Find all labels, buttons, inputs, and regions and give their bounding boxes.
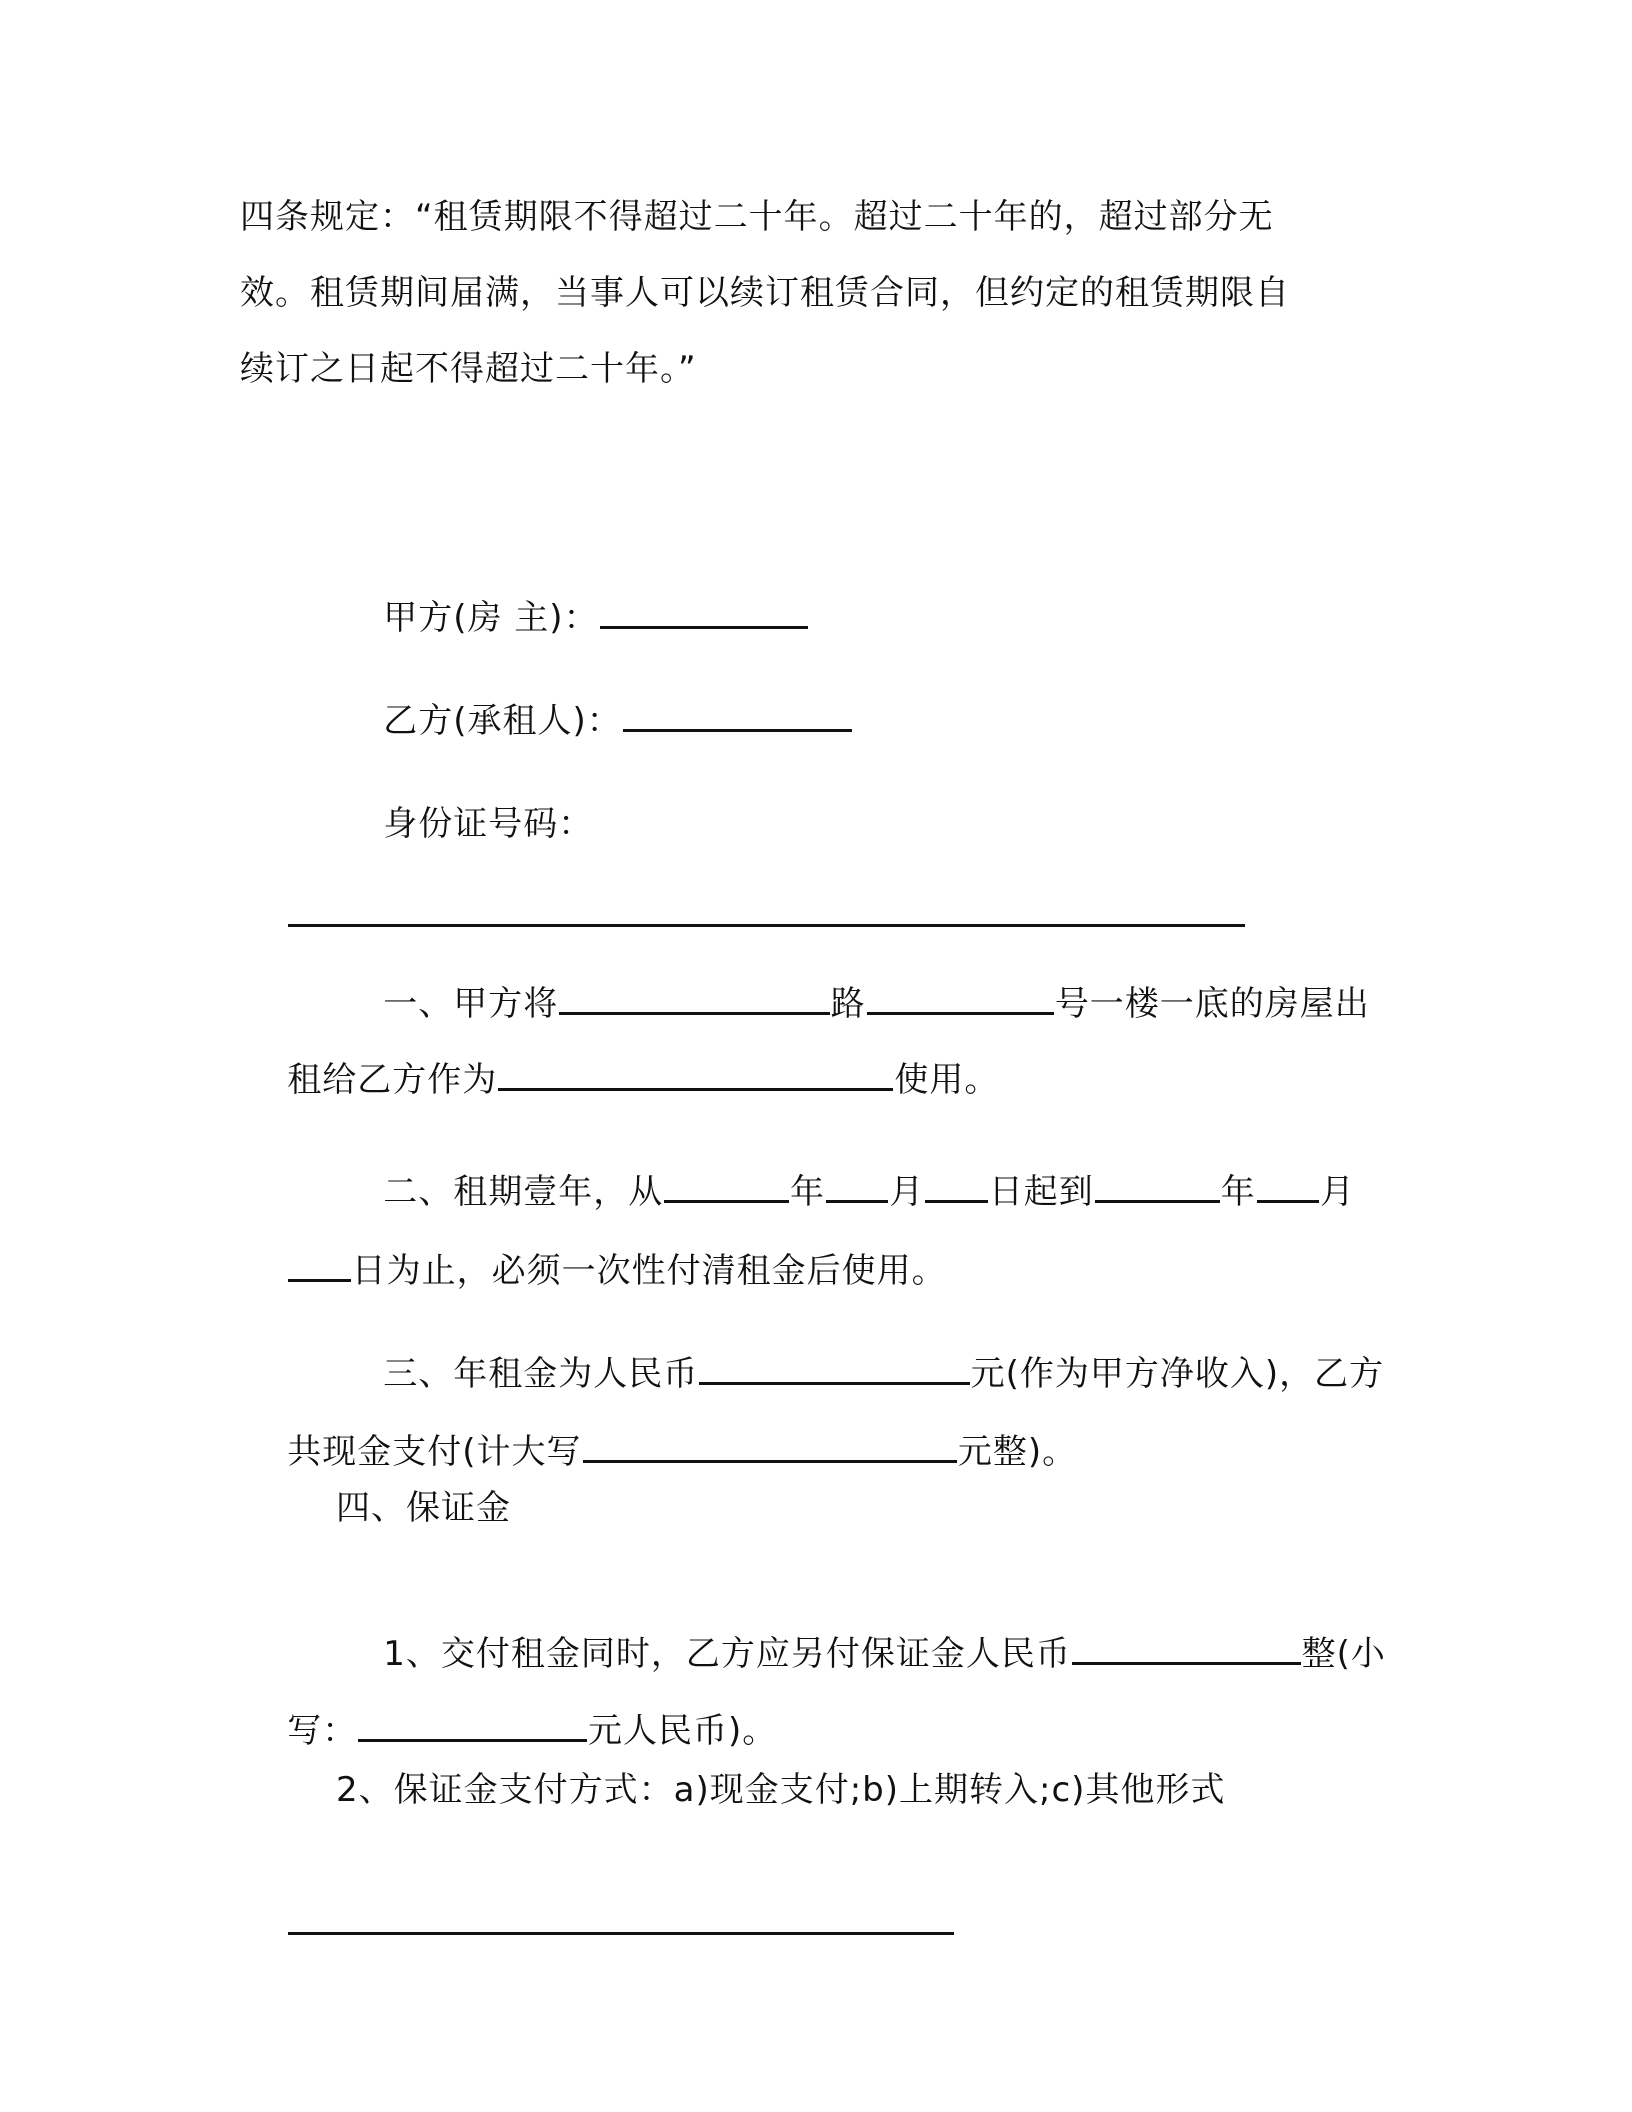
party-a-line (336, 552, 809, 638)
clause1-text: 租给乙方作为 (287, 1060, 498, 1100)
clause1-text: 一、甲方将 (383, 984, 559, 1024)
clause4-text: 整(小 (1301, 1634, 1386, 1674)
clause4-text: 写： (287, 1711, 358, 1751)
clause1-text: 使用。 (894, 1060, 1000, 1100)
clause3-text: 共现金支付(计大写 (287, 1432, 582, 1472)
deposit-words-blank[interactable] (1072, 1632, 1301, 1665)
law-quote-line-1: 四条规定：“租赁期限不得超过二十年。超过二十年的，超过部分无 (240, 197, 1274, 237)
clause1-text: 号一楼一底的房屋出 (1054, 984, 1370, 1024)
deposit-item2-line-2 (240, 1858, 955, 1902)
clause2-line-2 (240, 1205, 947, 1291)
clause1-line-1 (336, 938, 1370, 1024)
deposit-item2-line-1: 2、保证金支付方式：a)现金支付;b)上期转入;c)其他形式 (336, 1770, 1226, 1810)
clause1-text: 路 (830, 984, 866, 1024)
law-quote-line-3: 续订之日起不得超过二十年。” (240, 349, 697, 389)
clause2-text: 二、租期壹年，从 (383, 1172, 664, 1212)
clause2-text: 日起到 (988, 1172, 1094, 1212)
start-month-blank[interactable] (826, 1170, 888, 1203)
annual-rent-blank[interactable] (699, 1352, 969, 1385)
start-year-blank[interactable] (664, 1170, 789, 1203)
id-number-line (336, 758, 594, 844)
party-b-blank[interactable] (623, 699, 852, 732)
law-quote-line-2: 效。租赁期间届满，当事人可以续订租赁合同，但约定的租赁期限自 (240, 273, 1290, 313)
id-number-label: 身份证号码： (383, 804, 594, 844)
end-day-blank[interactable] (288, 1249, 350, 1282)
clause2-text: 日为止，必须一次性付清租金后使用。 (351, 1251, 947, 1291)
clause2-text: 月 (1320, 1172, 1355, 1212)
house-number-blank[interactable] (867, 982, 1054, 1015)
party-b-label: 乙方(承租人)： (383, 701, 622, 741)
clause2-text: 年 (1220, 1172, 1256, 1212)
other-form-blank[interactable] (288, 1902, 954, 1935)
party-b-line (336, 655, 853, 741)
end-year-blank[interactable] (1095, 1170, 1220, 1203)
end-month-blank[interactable] (1257, 1170, 1319, 1203)
deposit-item1-line-2 (240, 1665, 778, 1751)
clause2-text: 年 (790, 1172, 826, 1212)
clause4-heading: 四、保证金 (336, 1488, 511, 1528)
clause2-text: 月 (889, 1172, 925, 1212)
clause3-text: 元(作为甲方净收入)，乙方 (970, 1354, 1385, 1394)
clause3-line-1 (336, 1308, 1385, 1394)
clause3-text: 元整)。 (957, 1432, 1078, 1472)
party-a-blank[interactable] (600, 596, 808, 629)
clause3-text: 三、年租金为人民币 (383, 1354, 699, 1394)
usage-blank[interactable] (498, 1058, 893, 1091)
clause2-line-1 (336, 1126, 1355, 1212)
clause4-text: 元人民币)。 (588, 1711, 778, 1751)
id-number-blank[interactable] (288, 894, 1245, 927)
deposit-item1-line-1 (336, 1588, 1386, 1674)
road-blank[interactable] (559, 982, 829, 1015)
clause4-text: 1、交付租金同时，乙方应另付保证金人民币 (383, 1634, 1071, 1674)
deposit-figures-blank[interactable] (358, 1709, 587, 1742)
clause3-line-2 (240, 1386, 1078, 1472)
rent-in-words-blank[interactable] (583, 1430, 957, 1463)
id-number-blank-line (240, 850, 1246, 894)
start-day-blank[interactable] (925, 1170, 987, 1203)
party-a-label: 甲方(房 主)： (383, 598, 599, 638)
clause1-line-2 (240, 1014, 1000, 1100)
